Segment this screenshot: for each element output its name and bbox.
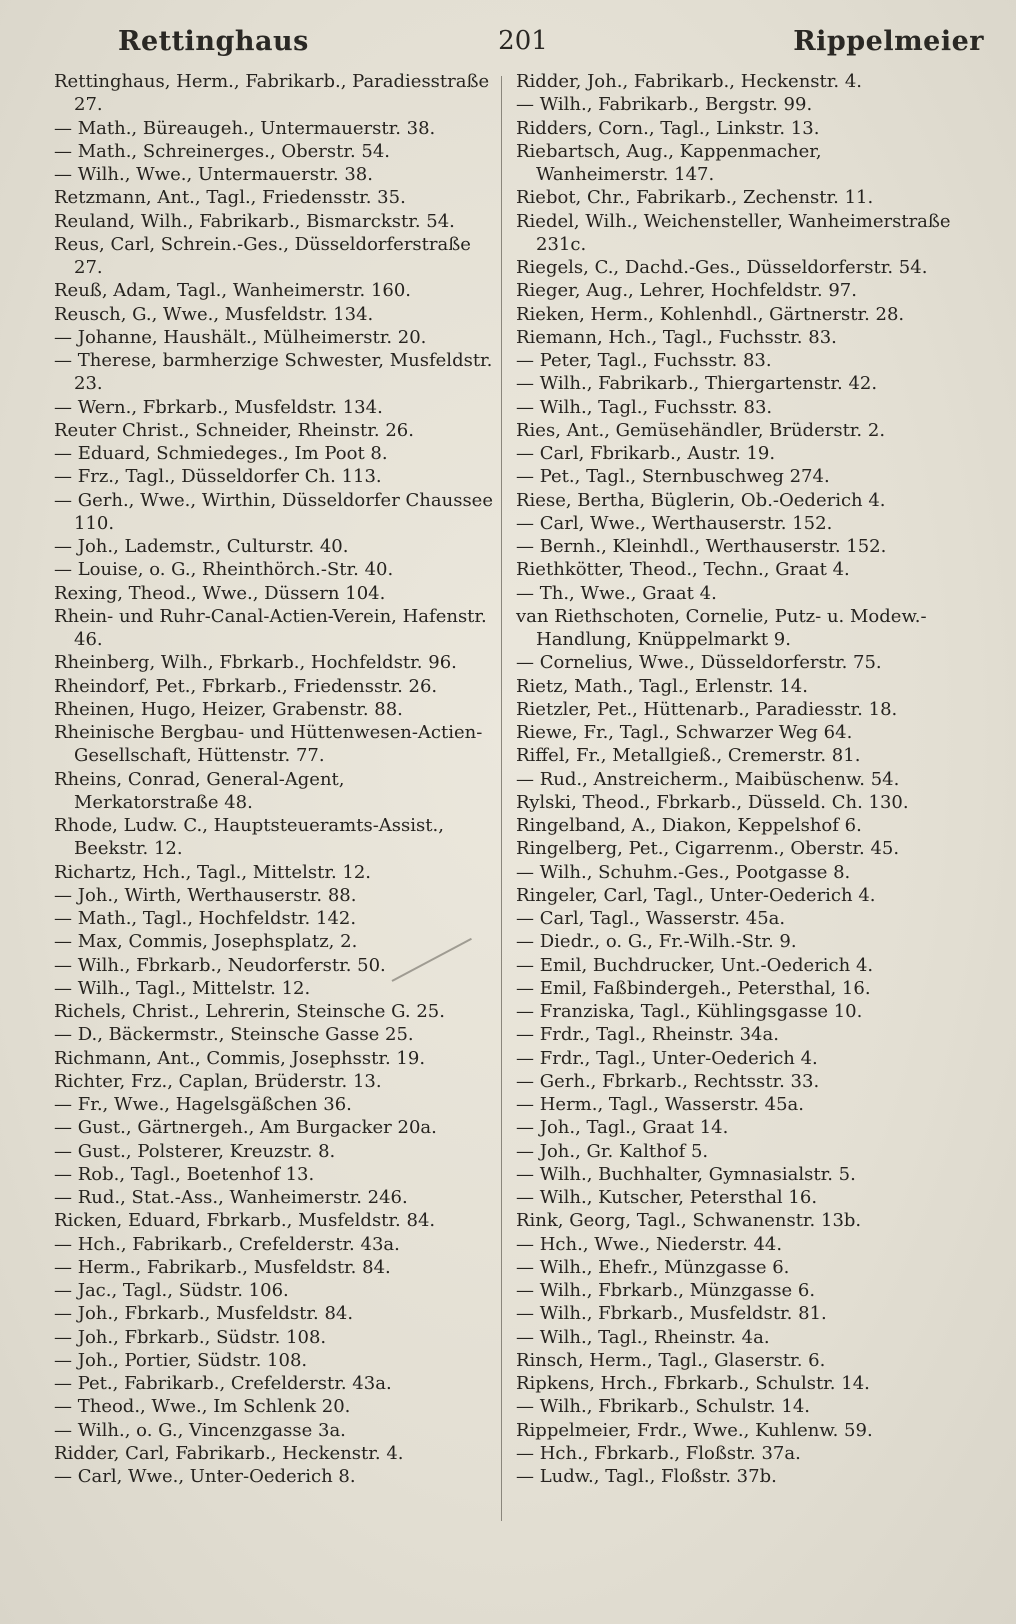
directory-entry: — Theod., Wwe., Im Schlenk 20. [54, 1396, 351, 1418]
directory-entry: — Joh., Wirth, Werthauserstr. 88. [54, 884, 357, 906]
directory-entry: — Carl, Wwe., Werthauserstr. 152. [516, 512, 833, 534]
directory-entry: Riewe, Fr., Tagl., Schwarzer Weg 64. [516, 722, 853, 743]
directory-entry: — Wilh., Tagl., Mittelstr. 12. [54, 977, 311, 999]
directory-entry: — Bernh., Kleinhdl., Werthauserstr. 152. [516, 536, 887, 557]
directory-entry: — Carl, Tagl., Wasserstr. 45a. [516, 908, 786, 929]
directory-entry: Rheinberg, Wilh., Fbrkarb., Hochfeldstr. 96. [54, 652, 457, 674]
directory-entry: Rheins, Conrad, General-Agent, Merkatorstraße 48. [54, 768, 345, 813]
directory-entry: — Johanne, Haushält., Mülheimerstr. 20. [54, 326, 427, 348]
directory-entry: Riegels, C., Dachd.-Ges., Düsseldorferstr. 54. [516, 257, 928, 278]
directory-entry: Reus, Carl, Schrein.-Ges., Düsseldorferstraße 27. [54, 233, 471, 278]
directory-entry: — Wilh., Wwe., Untermauerstr. 38. [54, 164, 373, 185]
directory-entry: — Hch., Fbrkarb., Floßstr. 37a. [516, 1442, 801, 1464]
directory-entry: Riese, Bertha, Büglerin, Ob.-Oederich 4. [516, 489, 886, 511]
directory-entry: Rietzler, Pet., Hüttenarb., Paradiesstr. 18. [516, 698, 898, 720]
directory-entry: Rylski, Theod., Fbrkarb., Düsseld. Ch. 130. [516, 791, 909, 813]
directory-entry: Richter, Frz., Caplan, Brüderstr. 13. [54, 1070, 382, 1092]
directory-entry: Ridder, Carl, Fabrikarb., Heckenstr. 4. [54, 1442, 404, 1464]
directory-entry: — Frdr., Tagl., Unter-Oederich 4. [516, 1047, 818, 1069]
directory-entry: — Ludw., Tagl., Floßstr. 37b. [516, 1466, 777, 1487]
directory-entry: — Cornelius, Wwe., Düsseldorferstr. 75. [516, 652, 882, 674]
directory-entry: — Diedr., o. G., Fr.-Wilh.-Str. 9. [516, 931, 797, 953]
directory-entry: — Peter, Tagl., Fuchsstr. 83. [516, 350, 772, 371]
directory-entry: — Gust., Polsterer, Kreuzstr. 8. [54, 1140, 336, 1162]
directory-entry: — Gerh., Fbrkarb., Rechtsstr. 33. [516, 1070, 820, 1092]
directory-entry: — Carl, Wwe., Unter-Oederich 8. [54, 1466, 356, 1487]
directory-entry: — Wilh., o. G., Vincenzgasse 3a. [54, 1419, 346, 1441]
directory-entry: Ridder, Joh., Fabrikarb., Heckenstr. 4. [516, 71, 862, 92]
directory-entry: — Wilh., Tagl., Rheinstr. 4a. [516, 1326, 770, 1348]
directory-entry: — Joh., Lademstr., Culturstr. 40. [54, 536, 349, 557]
directory-entry: Reuland, Wilh., Fabrikarb., Bismarckstr. 54. [54, 210, 455, 232]
column-divider [501, 76, 502, 1521]
directory-entry: — Joh., Fbrkarb., Musfeldstr. 84. [54, 1303, 354, 1325]
page-number: 201 [498, 26, 548, 56]
directory-entry: — Wilh., Fabrikarb., Thiergartenstr. 42. [516, 373, 878, 395]
directory-entry: — Wilh., Kutscher, Petersthal 16. [516, 1187, 818, 1208]
directory-entry: — Pet., Fabrikarb., Crefelderstr. 43a. [54, 1373, 392, 1394]
directory-entry: — Wilh., Schuhm.-Ges., Pootgasse 8. [516, 861, 851, 883]
directory-entry: Rexing, Theod., Wwe., Düssern 104. [54, 582, 386, 604]
directory-entry: Riedel, Wilh., Weichensteller, Wanheimerstraße 231c. [516, 210, 951, 255]
directory-entry: — Joh., Tagl., Graat 14. [516, 1117, 729, 1139]
header-last-entry: Rippelmeier [793, 26, 984, 57]
directory-entry: Riethkötter, Theod., Techn., Graat 4. [516, 559, 850, 581]
directory-entry: — Wilh., Fabrikarb., Bergstr. 99. [516, 94, 813, 116]
directory-entry: — Hch., Wwe., Niederstr. 44. [516, 1233, 783, 1255]
directory-entry: — Herm., Fabrikarb., Musfeldstr. 84. [54, 1256, 391, 1278]
directory-entry: Reuter Christ., Schneider, Rheinstr. 26. [54, 419, 414, 441]
directory-entry: — Carl, Fbrikarb., Austr. 19. [516, 443, 776, 464]
directory-entry: Riffel, Fr., Metallgieß., Cremerstr. 81. [516, 745, 861, 767]
directory-entry: — Joh., Fbrkarb., Südstr. 108. [54, 1326, 327, 1348]
directory-entry: — Wilh., Buchhalter, Gymnasialstr. 5. [516, 1163, 856, 1185]
directory-entry: — Herm., Tagl., Wasserstr. 45a. [516, 1094, 804, 1115]
directory-entry: Reusch, G., Wwe., Musfeldstr. 134. [54, 303, 374, 325]
directory-entry: van Riethschoten, Cornelie, Putz- u. Modew.-Handlung, Knüppelmarkt 9. [516, 605, 927, 650]
directory-entry: — Math., Büreaugeh., Untermauerstr. 38. [54, 117, 436, 139]
directory-entry: Ringelband, A., Diakon, Keppelshof 6. [516, 815, 862, 836]
directory-entry: — Joh., Gr. Kalthof 5. [516, 1140, 709, 1162]
directory-entry: — Jac., Tagl., Südstr. 106. [54, 1280, 289, 1301]
directory-entry: Ringeler, Carl, Tagl., Unter-Oederich 4. [516, 884, 876, 906]
directory-entry: Riebot, Chr., Fabrikarb., Zechenstr. 11. [516, 187, 874, 209]
header-first-entry: Rettinghaus [118, 26, 309, 57]
directory-entry: — Emil, Buchdrucker, Unt.-Oederich 4. [516, 954, 874, 976]
directory-entry: Riebartsch, Aug., Kappenmacher, Wanheimerstr. 147. [516, 140, 822, 185]
directory-entry: — Wilh., Fbrkarb., Münzgasse 6. [516, 1280, 816, 1301]
directory-entry: — Emil, Faßbindergeh., Petersthal, 16. [516, 977, 871, 999]
directory-entry: Richartz, Hch., Tagl., Mittelstr. 12. [54, 861, 372, 883]
directory-entry: Rinsch, Herm., Tagl., Glaserstr. 6. [516, 1349, 826, 1371]
directory-entry: — Hch., Fabrikarb., Crefelderstr. 43a. [54, 1233, 400, 1255]
directory-entry: Ridders, Corn., Tagl., Linkstr. 13. [516, 117, 820, 139]
directory-entry: — Math., Tagl., Hochfeldstr. 142. [54, 908, 357, 929]
directory-entry: — Rud., Stat.-Ass., Wanheimerstr. 246. [54, 1187, 408, 1208]
directory-entry: Rheinen, Hugo, Heizer, Grabenstr. 88. [54, 698, 403, 720]
directory-entry: Riemann, Hch., Tagl., Fuchsstr. 83. [516, 326, 837, 348]
directory-entry: — Wilh., Fbrkarb., Musfeldstr. 81. [516, 1303, 827, 1325]
directory-entry: Reuß, Adam, Tagl., Wanheimerstr. 160. [54, 280, 412, 302]
directory-entry: — Rob., Tagl., Boetenhof 13. [54, 1163, 315, 1185]
directory-entry: — Wern., Fbrkarb., Musfeldstr. 134. [54, 396, 383, 418]
directory-entry: Rippelmeier, Frdr., Wwe., Kuhlenw. 59. [516, 1419, 873, 1441]
directory-entry: Richels, Christ., Lehrerin, Steinsche G. 25. [54, 1001, 445, 1022]
directory-entry: Rieken, Herm., Kohlenhdl., Gärtnerstr. 28. [516, 303, 905, 325]
directory-entry: — Th., Wwe., Graat 4. [516, 582, 717, 604]
directory-entry: — Frz., Tagl., Düsseldorfer Ch. 113. [54, 466, 382, 488]
directory-entry: — Rud., Anstreicherm., Maibüschenw. 54. [516, 768, 900, 790]
directory-entry: — Max, Commis, Josephsplatz, 2. [54, 931, 358, 953]
directory-entry: — Gerh., Wwe., Wirthin, Düsseldorfer Chaussee 110. [54, 489, 493, 534]
directory-entry: — Wilh., Tagl., Fuchsstr. 83. [516, 396, 773, 418]
directory-entry: — Pet., Tagl., Sternbuschweg 274. [516, 466, 830, 488]
directory-entry: Retzmann, Ant., Tagl., Friedensstr. 35. [54, 187, 406, 209]
directory-entry: — Louise, o. G., Rheinthörch.-Str. 40. [54, 559, 394, 581]
directory-entry: Ringelberg, Pet., Cigarrenm., Oberstr. 45. [516, 838, 900, 860]
directory-entry: Rettinghaus, Herm., Fabrikarb., Paradiesstraße 27. [54, 71, 490, 116]
directory-entry: Rheinische Bergbau- und Hüttenwesen-Actien-Gesellschaft, Hüttenstr. 77. [54, 722, 483, 767]
directory-entry: — Wilh., Fbrikarb., Schulstr. 14. [516, 1396, 811, 1418]
directory-entry: — Joh., Portier, Südstr. 108. [54, 1349, 308, 1371]
directory-entry: Richmann, Ant., Commis, Josephsstr. 19. [54, 1047, 426, 1069]
directory-entry: Ries, Ant., Gemüsehändler, Brüderstr. 2. [516, 419, 886, 441]
directory-entry: Rink, Georg, Tagl., Schwanenstr. 13b. [516, 1210, 862, 1232]
directory-entry: — Wilh., Ehefr., Münzgasse 6. [516, 1256, 790, 1278]
directory-entry: Rheindorf, Pet., Fbrkarb., Friedensstr. 26. [54, 675, 438, 697]
directory-entry: Rhode, Ludw. C., Hauptsteueramts-Assist., Beekstr. 12. [54, 815, 444, 860]
directory-entry: — D., Bäckermstr., Steinsche Gasse 25. [54, 1024, 414, 1046]
directory-entry: — Gust., Gärtnergeh., Am Burgacker 20a. [54, 1117, 437, 1139]
directory-entry: — Math., Schreinerges., Oberstr. 54. [54, 140, 391, 162]
directory-entry: Rhein- und Ruhr-Canal-Actien-Verein, Hafenstr. 46. [54, 605, 487, 650]
directory-entry: — Therese, barmherzige Schwester, Musfeldstr. 23. [54, 350, 493, 395]
right-column [516, 70, 954, 1488]
directory-entry: Rieger, Aug., Lehrer, Hochfeldstr. 97. [516, 280, 857, 302]
directory-entry: — Frdr., Tagl., Rheinstr. 34a. [516, 1024, 779, 1046]
directory-entry: Rietz, Math., Tagl., Erlenstr. 14. [516, 675, 808, 697]
directory-entry: — Wilh., Fbrkarb., Neudorferstr. 50. [54, 954, 386, 976]
page-header [56, 18, 990, 66]
left-column [54, 70, 494, 1488]
directory-entry: — Eduard, Schmiedeges., Im Poot 8. [54, 443, 388, 464]
directory-entry: Ripkens, Hrch., Fbrkarb., Schulstr. 14. [516, 1373, 870, 1394]
directory-entry: — Franziska, Tagl., Kühlingsgasse 10. [516, 1001, 863, 1022]
directory-entry: Ricken, Eduard, Fbrkarb., Musfeldstr. 84. [54, 1210, 436, 1232]
directory-entry: — Fr., Wwe., Hagelsgäßchen 36. [54, 1094, 352, 1115]
